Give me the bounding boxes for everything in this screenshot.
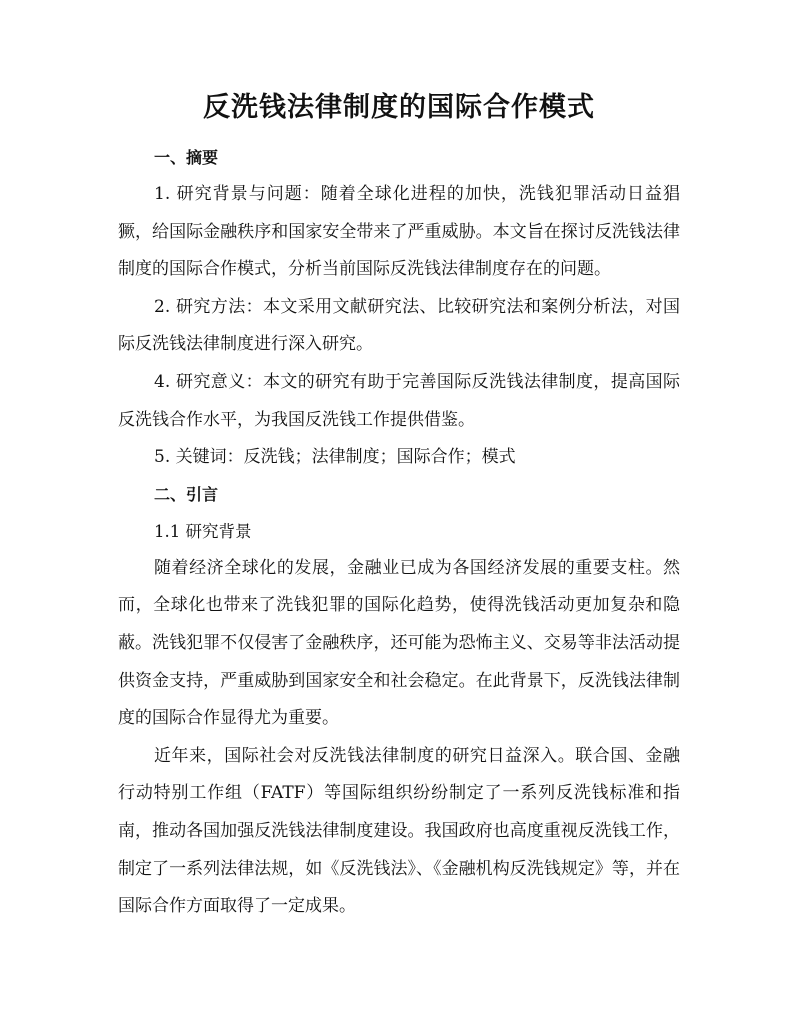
- abstract-item: 1. 研究背景与问题：随着全球化进程的加快，洗钱犯罪活动日益猖獗，给国际金融秩序和国家安全带来了严重威胁。本文旨在探讨反洗钱法律制度的国际合作模式，分析当前国际反洗钱法律制度存在的问题。: [118, 184, 680, 280]
- abstract-item: 2. 研究方法：本文采用文献研究法、比较研究法和案例分析法，对国际反洗钱法律制度进行深入研究。: [118, 296, 680, 355]
- abstract-item: 4. 研究意义：本文的研究有助于完善国际反洗钱法律制度，提高国际反洗钱合作水平，为我国反洗钱工作提供借鉴。: [118, 371, 680, 430]
- document-title: 反洗钱法律制度的国际合作模式: [203, 92, 595, 123]
- document-page: [118, 88, 680, 926]
- body-paragraph: 近年来，国际社会对反洗钱法律制度的研究日益深入。联合国、金融行动特别工作组（FATF）等国际组织纷纷制定了一系列反洗钱标准和指南，推动各国加强反洗钱法律制度建设。我国政府也高度重视反洗钱工作，制定了一系列法律法规，如《反洗钱法》、《金融机构反洗钱规定》等，并在国际合作方面取得了一定成果。: [118, 745, 680, 917]
- abstract-item: 5. 关键词：反洗钱；法律制度；国际合作；模式: [154, 447, 516, 468]
- abstract-heading: 一、摘要: [154, 148, 219, 167]
- body-paragraph: 随着经济全球化的发展，金融业已成为各国经济发展的重要支柱。然而，全球化也带来了洗钱犯罪的国际化趋势，使得洗钱活动更加复杂和隐蔽。洗钱犯罪不仅侵害了金融秩序，还可能为恐怖主义、交易等非法活动提供资金支持，严重威胁到国家安全和社会稳定。在此背景下，反洗钱法律制度的国际合作显得尤为重要。: [118, 557, 680, 729]
- introduction-heading: 二、引言: [154, 484, 219, 504]
- section-subheading: 1.1 研究背景: [154, 521, 252, 541]
